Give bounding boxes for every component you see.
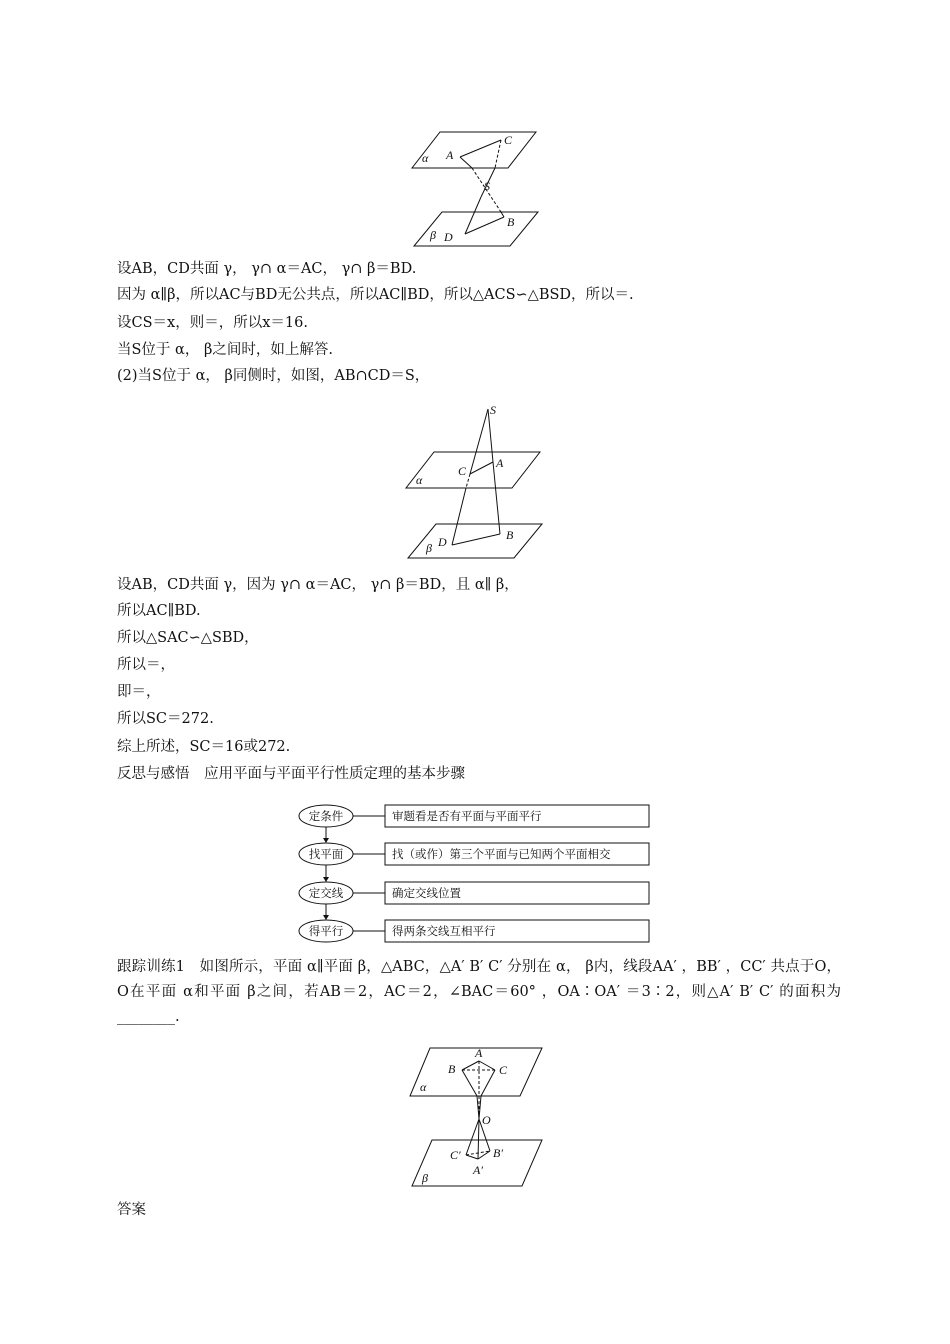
- label-a-prime: A′: [473, 1163, 483, 1177]
- text-line: 设AB，CD共面 γ，因为 γ∩ α＝AC， γ∩ β＝BD，且 α∥ β，: [117, 577, 519, 593]
- text-line: 所以＝，: [117, 657, 175, 673]
- label-b: B: [506, 528, 514, 542]
- text-line: 因为 α∥β，所以AC与BD无公共点，所以AC∥BD，所以△ACS∽△BSD，所以＝.: [117, 287, 634, 303]
- flow-step: [299, 920, 649, 942]
- label-alpha: α: [422, 151, 429, 165]
- label-d: D: [438, 535, 447, 549]
- step-label: 找平面: [308, 847, 344, 861]
- label-alpha: α: [420, 1080, 427, 1094]
- step-label: 定条件: [308, 809, 344, 823]
- label-beta: β: [422, 1171, 428, 1185]
- text-line: 当S位于 α， β之间时，如上解答.: [117, 342, 333, 358]
- label-beta: β: [426, 541, 432, 555]
- label-b: B: [507, 215, 515, 229]
- text-line: 设CS＝x，则＝，所以x＝16.: [117, 315, 308, 331]
- text-line: 综上所述，SC＝16或272.: [117, 739, 291, 755]
- flowchart: [297, 800, 657, 948]
- label-c: C: [504, 133, 513, 147]
- label-c: C: [458, 464, 467, 478]
- text-line: 设AB，CD共面 γ， γ∩ α＝AC， γ∩ β＝BD.: [117, 261, 417, 277]
- exercise-paragraph: 跟踪训练1 如图所示，平面 α∥平面 β，△ABC，△A′ B′ C′ 分别在 α， β内，线段AA′ ，BB′ ，CC′ 共点于O，O在平面 α和平面 β之间，若AB＝2，AC＝2，∠BAC＝60° ，OA∶OA′ ＝3∶2，则△A′ B′ C′ 的面积为________.: [117, 959, 841, 1025]
- label-beta: β: [430, 228, 436, 242]
- text-line: 所以SC＝272.: [117, 711, 214, 727]
- label-c: C: [499, 1063, 508, 1077]
- step-label: 定交线: [308, 886, 344, 900]
- flow-step: [299, 843, 649, 865]
- label-c-prime: C′: [450, 1148, 461, 1162]
- figure-planes-s-between: [410, 128, 545, 250]
- section-heading: 反思与感悟 应用平面与平面平行性质定理的基本步骤: [117, 766, 465, 782]
- flow-step: [299, 805, 649, 827]
- figure-triangles-through-o: [410, 1044, 545, 1190]
- flow-step: [299, 882, 649, 904]
- label-d: D: [444, 230, 453, 244]
- answer-label: 答案: [117, 1202, 146, 1218]
- label-b-prime: B′: [493, 1146, 503, 1160]
- text-line: 所以△SAC∽△SBD，: [117, 630, 259, 646]
- label-a: A: [496, 456, 504, 470]
- label-s: S: [490, 403, 496, 417]
- label-a: A: [475, 1046, 483, 1060]
- step-desc: 审题看是否有平面与平面平行: [392, 809, 542, 823]
- step-desc: 得两条交线互相平行: [392, 924, 496, 938]
- label-s: S: [484, 179, 490, 193]
- label-a: A: [446, 148, 454, 162]
- step-desc: 确定交线位置: [392, 886, 461, 900]
- step-label: 得平行: [308, 924, 344, 938]
- text-line: 即＝，: [117, 684, 161, 700]
- text-line: 所以AC∥BD.: [117, 603, 201, 619]
- text-line: (2)当S位于 α， β同侧时，如图，AB∩CD＝S，: [117, 368, 430, 384]
- label-b: B: [448, 1062, 456, 1076]
- label-alpha: α: [416, 473, 423, 487]
- figure-planes-s-same-side: [404, 402, 549, 564]
- step-desc: 找（或作）第三个平面与已知两个平面相交: [392, 847, 611, 861]
- label-o: O: [482, 1113, 491, 1127]
